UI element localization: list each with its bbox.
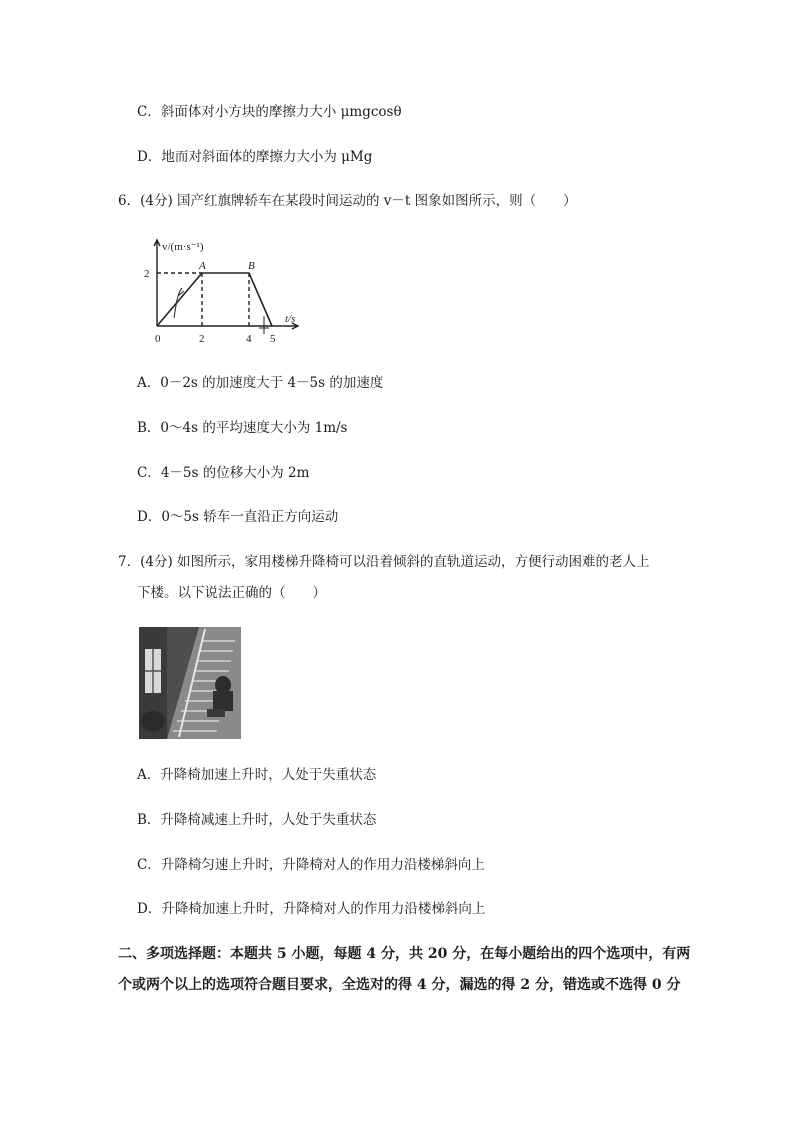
v-axis-label: v/(m·s⁻¹) (162, 241, 204, 253)
tick-t-5: 5 (270, 333, 276, 345)
pen-mark (259, 316, 269, 334)
stair-lift-photo (139, 627, 241, 739)
t-axis-label: t/s (285, 313, 296, 325)
q7-stem-line1: 7．(4分) 如图所示，家用楼梯升降椅可以沿着倾斜的直轨道运动，方便行动困难的老人上 (118, 554, 650, 570)
q5-option-c: C．斜面体对小方块的摩擦力大小 μmgcosθ (137, 104, 402, 120)
q6-option-d: D．0～5s 轿车一直沿正方向运动 (137, 509, 339, 525)
section2-heading-line1: 二、多项选择题：本题共 5 小题，每题 4 分，共 20 分，在每小题给出的四个选项中，有两 (118, 946, 691, 962)
q6-option-b: B．0～4s 的平均速度大小为 1m/s (137, 420, 348, 436)
tick-t-2: 2 (199, 333, 205, 345)
point-b-label: B (248, 260, 255, 272)
velocity-line (157, 273, 272, 326)
q7-option-b: B．升降椅减速上升时，人处于失重状态 (137, 812, 377, 828)
section2-heading-line2: 个或两个以上的选项符合题目要求，全选对的得 4 分，漏选的得 2 分，错选或不选得 0 分 (118, 977, 681, 993)
point-a-label: A (199, 260, 206, 272)
q7-option-a: A．升降椅加速上升时，人处于失重状态 (137, 767, 377, 783)
vt-graph-figure (138, 236, 318, 348)
tick-origin: 0 (155, 333, 161, 345)
q6-option-c: C．4－5s 的位移大小为 2m (137, 465, 310, 481)
q7-option-d: D．升降椅加速上升时，升降椅对人的作用力沿楼梯斜向上 (137, 901, 486, 917)
q6-option-a: A．0－2s 的加速度大于 4－5s 的加速度 (137, 375, 384, 391)
tick-v-2: 2 (144, 268, 150, 280)
q7-stem-line2: 下楼。以下说法正确的（ ） (137, 585, 326, 601)
tick-t-4: 4 (246, 333, 252, 345)
q6-stem: 6．(4分) 国产红旗牌轿车在某段时间运动的 v－t 图象如图所示，则（ ） (118, 193, 577, 209)
q5-option-d: D．地而对斜面体的摩擦力大小为 μMg (137, 149, 373, 165)
q7-option-c: C．升降椅匀速上升时，升降椅对人的作用力沿楼梯斜向上 (137, 857, 485, 873)
